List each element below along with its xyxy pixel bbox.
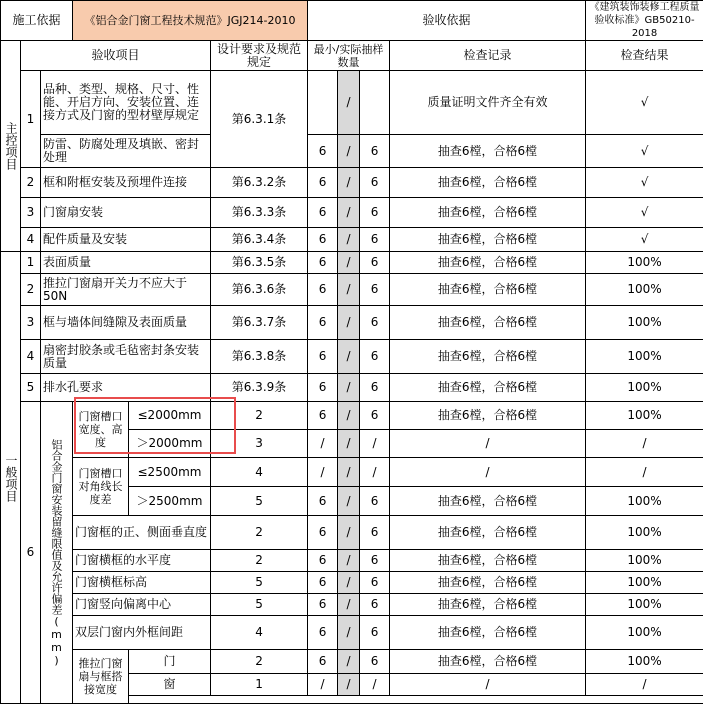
row-slash: /: [338, 550, 360, 572]
table-row: [1, 594, 703, 616]
row-record: 抽查6樘，合格6樘: [390, 516, 586, 550]
row-item: 品种、类型、规格、尺寸、性能、开启方向、安装位置、连接方式及门窗的型材壁厚规定: [41, 71, 211, 135]
col-item-header: 验收项目: [21, 41, 211, 71]
row-design: 第6.3.8条: [211, 340, 308, 374]
row-min: 6: [308, 340, 338, 374]
table-row: [1, 550, 703, 572]
tol-item: 门窗横框的水平度: [73, 550, 211, 572]
row-record: 抽查6樘，合格6樘: [390, 616, 586, 650]
row-design: 第6.3.1条: [211, 71, 308, 168]
row-record: 抽查6樘，合格6樘: [390, 594, 586, 616]
row-min: 6: [308, 650, 338, 674]
row-actual: 6: [360, 572, 390, 594]
group-general-label: 一般项目: [1, 252, 21, 704]
row-actual: 6: [360, 516, 390, 550]
row-actual: 6: [360, 650, 390, 674]
row-design: 5: [211, 572, 308, 594]
table-row: [1, 516, 703, 550]
row-result: 100%: [586, 487, 703, 516]
row-design: 第6.3.5条: [211, 252, 308, 274]
row-no: 2: [21, 168, 41, 198]
row-no: 4: [21, 228, 41, 252]
row-no: 1: [21, 71, 41, 168]
row-actual: 6: [360, 274, 390, 306]
row-slash: /: [338, 650, 360, 674]
row-actual: 6: [360, 252, 390, 274]
row-record: /: [390, 430, 586, 458]
row-slash: /: [338, 135, 360, 168]
row-item: 排水孔要求: [41, 374, 211, 402]
group-main-label: 主控项目: [1, 41, 21, 252]
table-row: [1, 252, 703, 274]
row-no: 5: [21, 374, 41, 402]
row-result: /: [586, 430, 703, 458]
row-actual: 6: [360, 198, 390, 228]
row-min: /: [308, 674, 338, 696]
row-slash: /: [338, 572, 360, 594]
row-actual: [360, 71, 390, 135]
table-row: [1, 458, 703, 487]
row-actual: 6: [360, 228, 390, 252]
row-record: /: [390, 458, 586, 487]
basis-value: 《铝合金门窗工程技术规范》JGJ214-2010: [73, 1, 308, 41]
row-actual: 6: [360, 402, 390, 430]
basis-label: 施工依据: [1, 1, 73, 41]
row-min: 6: [308, 374, 338, 402]
row-no: 3: [21, 198, 41, 228]
row-result: 100%: [586, 402, 703, 430]
row-result: 100%: [586, 516, 703, 550]
tol-sub: ＞2000mm: [129, 430, 211, 458]
row-min: 6: [308, 487, 338, 516]
tol-sub: ＞2500mm: [129, 487, 211, 516]
row-min: 6: [308, 594, 338, 616]
table-row: [1, 650, 703, 674]
row-design: 2: [211, 516, 308, 550]
row-result: 100%: [586, 572, 703, 594]
row-record: 抽查6樘，合格6樘: [390, 306, 586, 340]
tol-item: 门窗框的正、侧面垂直度: [73, 516, 211, 550]
row-design: 第6.3.3条: [211, 198, 308, 228]
row-design: 2: [211, 402, 308, 430]
row-design: 5: [211, 487, 308, 516]
table-row: [1, 228, 703, 252]
row-slash: /: [338, 487, 360, 516]
row-record: 抽查6樘，合格6樘: [390, 198, 586, 228]
row-result: 100%: [586, 252, 703, 274]
row-slash: /: [338, 374, 360, 402]
row-result: 100%: [586, 274, 703, 306]
row-no: 2: [21, 274, 41, 306]
table-row: [1, 340, 703, 374]
row-actual: /: [360, 430, 390, 458]
table-row: [1, 616, 703, 650]
row-min: /: [308, 430, 338, 458]
sash-overlap-label: 推拉门窗扇与框搭接宽度: [73, 650, 129, 704]
table-row: [1, 135, 703, 168]
row-no: 3: [21, 306, 41, 340]
row-design: 第6.3.7条: [211, 306, 308, 340]
row-result: 100%: [586, 616, 703, 650]
row-actual: /: [360, 674, 390, 696]
row-actual: 6: [360, 168, 390, 198]
row-min: 6: [308, 572, 338, 594]
row-no: 1: [21, 252, 41, 274]
bottom-spacer: [129, 696, 703, 704]
row-min: 6: [308, 135, 338, 168]
row-result: /: [586, 458, 703, 487]
row-actual: 6: [360, 135, 390, 168]
width-height-label: 门窗槽口宽度、高度: [73, 402, 129, 458]
tol-sub: 门: [129, 650, 211, 674]
acceptance-label: 验收依据: [308, 1, 586, 41]
row-item: 框和附框安装及预埋件连接: [41, 168, 211, 198]
row-min: 6: [308, 306, 338, 340]
row-min: 6: [308, 516, 338, 550]
row-slash: /: [338, 458, 360, 487]
row-slash: /: [338, 430, 360, 458]
table-row: [1, 168, 703, 198]
row-item: 门窗扇安装: [41, 198, 211, 228]
row-record: 质量证明文件齐全有效: [390, 71, 586, 135]
row-actual: 6: [360, 306, 390, 340]
row-item: 框与墙体间缝隙及表面质量: [41, 306, 211, 340]
row-record: 抽查6樘，合格6樘: [390, 487, 586, 516]
row-record: /: [390, 674, 586, 696]
row-item: 配件质量及安装: [41, 228, 211, 252]
tol-item: 双层门窗内外框间距: [73, 616, 211, 650]
row-slash: /: [338, 594, 360, 616]
row-record: 抽查6樘，合格6樘: [390, 402, 586, 430]
row-actual: 6: [360, 616, 390, 650]
row-record: 抽查6樘，合格6樘: [390, 572, 586, 594]
row-actual: 6: [360, 594, 390, 616]
row-record: 抽查6樘，合格6樘: [390, 228, 586, 252]
row-result: 100%: [586, 594, 703, 616]
row-slash: /: [338, 516, 360, 550]
col-sample-header: 最小/实际抽样数量: [308, 41, 390, 71]
row-min: 6: [308, 252, 338, 274]
diagonal-label: 门窗槽口对角线长度差: [73, 458, 129, 516]
row-slash: /: [338, 228, 360, 252]
row-design: 第6.3.6条: [211, 274, 308, 306]
row-min: 6: [308, 550, 338, 572]
row-design: 2: [211, 550, 308, 572]
table-row: [1, 402, 703, 430]
col-result-header: 检查结果: [586, 41, 703, 71]
row-design: 5: [211, 594, 308, 616]
row-min: /: [308, 458, 338, 487]
row-item: 防雷、防腐处理及填嵌、密封处理: [41, 135, 211, 168]
row-slash: /: [338, 274, 360, 306]
row-record: 抽查6樘，合格6樘: [390, 374, 586, 402]
table-row: [1, 374, 703, 402]
row-slash: /: [338, 306, 360, 340]
row-slash: /: [338, 252, 360, 274]
row-min: 6: [308, 616, 338, 650]
row-item: 推拉门窗扇开关力不应大于50N: [41, 274, 211, 306]
row-design: 4: [211, 616, 308, 650]
row-result: 100%: [586, 650, 703, 674]
row-result: 100%: [586, 306, 703, 340]
row-slash: /: [338, 71, 360, 135]
row-item: 扇密封胶条或毛毡密封条安装质量: [41, 340, 211, 374]
row-actual: /: [360, 458, 390, 487]
row-slash: /: [338, 340, 360, 374]
row-min: 6: [308, 402, 338, 430]
tol-sub: 窗: [129, 674, 211, 696]
tol-item: 门窗横框标高: [73, 572, 211, 594]
row-min: 6: [308, 198, 338, 228]
row-min: 6: [308, 228, 338, 252]
table-row: [1, 274, 703, 306]
row-record: 抽查6樘，合格6樘: [390, 168, 586, 198]
row-result: √: [586, 135, 703, 168]
row-no: 4: [21, 340, 41, 374]
tolerance-title: 铝合金门窗安装留缝限值及允许偏差(mm): [41, 402, 73, 704]
row-min: [308, 71, 338, 135]
row-record: 抽查6樘，合格6樘: [390, 550, 586, 572]
tolerance-no: 6: [21, 402, 41, 704]
row-actual: 6: [360, 550, 390, 572]
row-design: 第6.3.2条: [211, 168, 308, 198]
row-result: √: [586, 228, 703, 252]
row-result: 100%: [586, 340, 703, 374]
table-row: [1, 572, 703, 594]
row-actual: 6: [360, 340, 390, 374]
row-actual: 6: [360, 487, 390, 516]
row-result: /: [586, 674, 703, 696]
tol-item: 门窗竖向偏离中心: [73, 594, 211, 616]
row-slash: /: [338, 198, 360, 228]
row-result: √: [586, 71, 703, 135]
tol-sub: ≤2500mm: [129, 458, 211, 487]
row-design: 3: [211, 430, 308, 458]
row-min: 6: [308, 168, 338, 198]
row-design: 第6.3.4条: [211, 228, 308, 252]
row-result: √: [586, 198, 703, 228]
row-result: √: [586, 168, 703, 198]
row-record: 抽查6樘，合格6樘: [390, 340, 586, 374]
row-min: 6: [308, 274, 338, 306]
col-design-header: 设计要求及规范规定: [211, 41, 308, 71]
col-record-header: 检查记录: [390, 41, 586, 71]
row-slash: /: [338, 616, 360, 650]
row-slash: /: [338, 674, 360, 696]
row-design: 第6.3.9条: [211, 374, 308, 402]
acceptance-value: 《建筑装饰装修工程质量验收标准》GB50210-2018: [586, 1, 703, 41]
row-result: 100%: [586, 374, 703, 402]
row-record: 抽查6樘，合格6樘: [390, 252, 586, 274]
row-result: 100%: [586, 550, 703, 572]
tol-sub: ≤2000mm: [129, 402, 211, 430]
row-record: 抽查6樘，合格6樘: [390, 274, 586, 306]
table-row: [1, 71, 703, 135]
row-actual: 6: [360, 374, 390, 402]
row-record: 抽查6樘，合格6樘: [390, 135, 586, 168]
row-slash: /: [338, 168, 360, 198]
row-record: 抽查6樘，合格6樘: [390, 650, 586, 674]
row-design: 1: [211, 674, 308, 696]
row-slash: /: [338, 402, 360, 430]
table-row: [1, 306, 703, 340]
table-row: [1, 198, 703, 228]
row-design: 4: [211, 458, 308, 487]
row-design: 2: [211, 650, 308, 674]
row-item: 表面质量: [41, 252, 211, 274]
